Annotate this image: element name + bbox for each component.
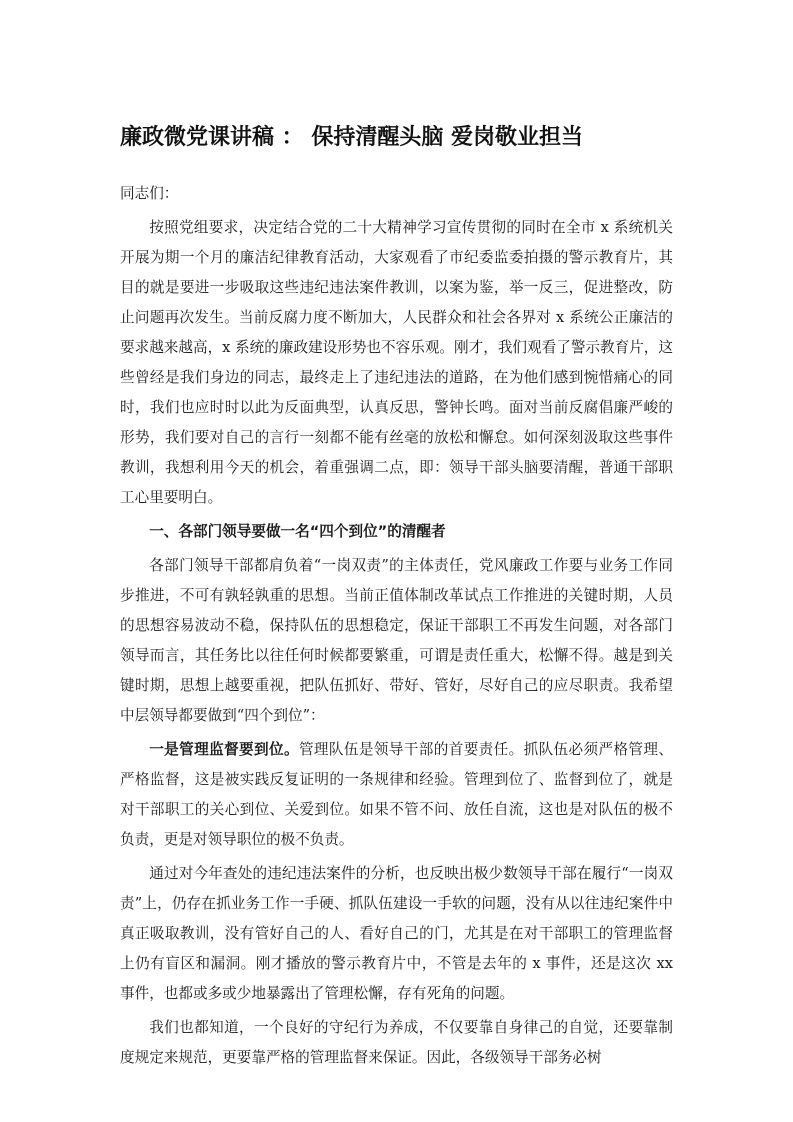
paragraph-intro: 按照党组要求，决定结合党的二十大精神学习宣传贯彻的同时在全市 x 系统机关开展为期一个月的廉洁纪律教育活动，大家观看了市纪委监委拍摄的警示教育片，其目的就是要进一步吸取这些违纪违法案件教训，以案为鉴，举一反三，促进整改，防止问题再次发生。当前反腐力度不断加大，人民群众和社会各界对 x 系统公正廉洁的要求越来越高，x 系统的廉政建设形势也不容乐观。刚才，我们观看了警示教育片，这些曾经是我们身边的同志，最终走上了违纪违法的道路，在为他们感到惋惜痛心的同时，我们也应时时以此为反面典型，认真反思，警钟长鸣。面对当前反腐倡廉严峻的形势，我们要对自己的言行一刻都不能有丝毫的放松和懈怠。如何深刻汲取这些事件教训，我想利用今天的机会，着重强调二点，即：领导干部头脑要清醒，普通干部职工心里要明白。 bbox=[120, 219, 673, 506]
paragraph-discipline: 我们也都知道，一个良好的守纪行为养成，不仅要靠自身律己的自觉，还要靠制度规定来规范，更要靠严格的管理监督来保证。因此，各级领导干部务必树 bbox=[120, 1019, 673, 1066]
paragraph-point-one bbox=[120, 735, 673, 855]
point-one-lead: 一是管理监督要到位。 bbox=[149, 741, 299, 758]
point-one-body: 管理队伍是领导干部的首要责任。抓队伍必须严格管理、严格监督，这是被实践反复证明的一条规律和经验。管理到位了、监督到位了，就是对干部职工的关心到位、关爱到位。如果不管不问、放任自流，这也是对队伍的极不负责，更是对领导职位的极不负责。 bbox=[120, 741, 673, 848]
paragraph-responsibility: 各部门领导干部都肩负着“一岗双责”的主体责任，党风廉政工作要与业务工作同步推进，不可有孰轻孰重的思想。当前正值体制改革试点工作推进的关键时期，人员的思想容易波动不稳，保持队伍的思想稳定，保证干部职工不再发生问题，对各部门领导而言，其任务比以往任何时候都要繁重，可谓是责任重大，松懈不得。越是到关键时期，思想上越要重视，把队伍抓好、带好、管好，尽好自己的应尽职责。我希望中层领导都要做到“四个到位”： bbox=[120, 557, 673, 724]
document-title: 廉政微党课讲稿 ： 保持清醒头脑 爱岗敬业担当 bbox=[120, 125, 583, 150]
document-body bbox=[120, 121, 673, 1077]
paragraph-case-analysis: 通过对今年查处的违纪违法案件的分析，也反映出极少数领导干部在履行“一岗双责”上，仍存在抓业务工作一手硬、抓队伍建设一手软的问题，没有从以往违纪案件中真正吸取教训，没有管好自己的人、看好自己的门，尤其是在对干部职工的管理监督上仍有盲区和漏洞。刚才播放的警示教育片中，不管是去年的 x 事件，还是这次 xx 事件，也都或多或少地暴露出了管理松懈，存有死角的问题。 bbox=[120, 865, 673, 1002]
section-heading-1: 一、各部门领导要做一名“四个到位”的清醒者 bbox=[149, 523, 446, 540]
salutation: 同志们： bbox=[120, 185, 179, 202]
